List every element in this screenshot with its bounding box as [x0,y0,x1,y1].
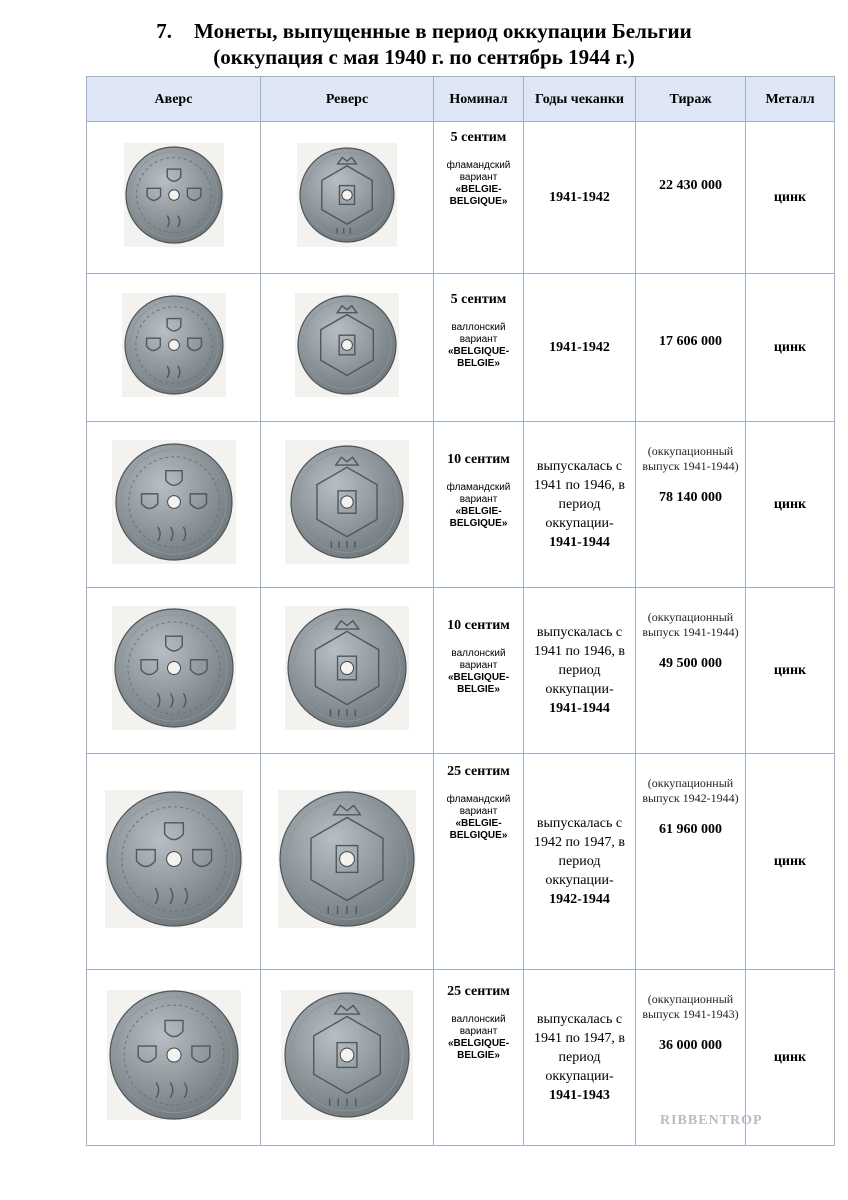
obverse-cell [87,274,261,422]
variant: фламандский вариант [446,482,511,505]
reverse-cell [261,422,434,588]
obverse-cell [87,588,261,754]
years-occupation: 1941-1943 [549,1088,610,1103]
header-mintage: Тираж [636,77,746,122]
mintage-cell [636,274,746,422]
legend: «BELGIE-BELGIQUE» [449,184,508,207]
variant: фламандский вариант [446,794,511,817]
coin-reverse-image [295,293,399,397]
metal-cell: цинк [746,754,835,970]
mintage-count: 61 960 000 [659,822,722,837]
mintage-cell [636,422,746,588]
reverse-cell [261,970,434,1146]
mintage-note: (оккупационный выпуск 1941-1943) [642,992,739,1021]
denomination-cell [434,122,524,274]
coin-reverse-image [285,440,409,564]
years-occupation: 1942-1944 [549,892,610,907]
legend: «BELGIE-BELGIQUE» [449,506,508,529]
table-header-row [87,77,835,122]
denomination: 5 сентим [450,130,507,145]
variant: валлонский вариант [451,322,506,345]
obverse-cell [87,122,261,274]
coin-obverse-image [107,990,241,1120]
variant: фламандский вариант [446,160,511,183]
obverse-cell [87,754,261,970]
denomination-cell [434,422,524,588]
metal-cell: цинк [746,422,835,588]
mintage-count: 36 000 000 [659,1038,722,1053]
legend: «BELGIQUE-BELGIE» [447,672,510,695]
denomination: 25 сентим [447,984,510,999]
legend: «BELGIQUE-BELGIE» [447,1038,510,1061]
mintage-cell [636,122,746,274]
reverse-cell [261,122,434,274]
denomination: 25 сентим [447,764,510,779]
years-text: выпускалась с 1942 по 1947, в период оккупации- [533,816,626,888]
coin-reverse-image [281,990,413,1120]
table-row [87,422,835,588]
watermark: RIBBENTROP [660,1113,763,1128]
coin-obverse-image [112,606,236,730]
years-text: выпускалась с 1941 по 1946, в период оккупации- [533,459,626,531]
table-row [87,274,835,422]
mintage-count: 17 606 000 [659,334,722,349]
legend: «BELGIE-BELGIQUE» [449,818,508,841]
mintage-count: 49 500 000 [659,656,722,671]
reverse-cell [261,274,434,422]
denomination: 10 сентим [447,618,510,633]
years-text: выпускалась с 1941 по 1947, в период оккупации- [533,1012,626,1084]
years-occupation: 1941-1944 [549,535,610,550]
coin-obverse-image [124,143,224,247]
metal-cell: цинк [746,274,835,422]
years-cell [524,754,636,970]
coins-table [86,76,835,1146]
denomination: 10 сентим [447,452,510,467]
denomination-cell [434,588,524,754]
reverse-cell [261,754,434,970]
metal-cell: цинк [746,970,835,1146]
header-denomination: Номинал [434,77,524,122]
obverse-cell [87,970,261,1146]
years-cell [524,422,636,588]
years-cell [524,588,636,754]
years-occupation: 1941-1944 [549,701,610,716]
header-years: Годы чеканки [524,77,636,122]
page-title [0,18,848,70]
years-cell: 1941-1942 [524,122,636,274]
section-number: 7. [156,19,173,43]
obverse-cell [87,422,261,588]
mintage-note: (оккупационный выпуск 1942-1944) [642,776,739,805]
mintage-count: 22 430 000 [659,178,722,193]
denomination-cell [434,274,524,422]
title-line-2: (оккупация с мая 1940 г. по сентябрь 1944 г.) [213,45,635,69]
metal-cell: цинк [746,122,835,274]
table-row [87,122,835,274]
denomination-cell [434,754,524,970]
coin-reverse-image [297,143,397,247]
denomination: 5 сентим [450,292,507,307]
header-metal: Металл [746,77,835,122]
coin-reverse-image [285,606,409,730]
table-row [87,754,835,970]
mintage-note: (оккупационный выпуск 1941-1944) [642,610,739,639]
variant: валлонский вариант [451,1014,506,1037]
coin-reverse-image [278,790,416,928]
header-reverse: Реверс [261,77,434,122]
title-line-1: 7. Монеты, выпущенные в период оккупации Бельгии [156,19,692,43]
mintage-cell [636,754,746,970]
metal-cell: цинк [746,588,835,754]
mintage-count: 78 140 000 [659,490,722,505]
mintage-note: (оккупационный выпуск 1941-1944) [642,444,739,473]
denomination-cell [434,970,524,1146]
years-text: выпускалась с 1941 по 1946, в период оккупации- [533,625,626,697]
mintage-cell [636,588,746,754]
reverse-cell [261,588,434,754]
coin-obverse-image [112,440,236,564]
years-cell: 1941-1942 [524,274,636,422]
coin-obverse-image [122,293,226,397]
table-row [87,588,835,754]
coin-obverse-image [105,790,243,928]
variant: валлонский вариант [451,648,506,671]
header-obverse: Аверс [87,77,261,122]
legend: «BELGIQUE-BELGIE» [447,346,510,369]
years-cell [524,970,636,1146]
